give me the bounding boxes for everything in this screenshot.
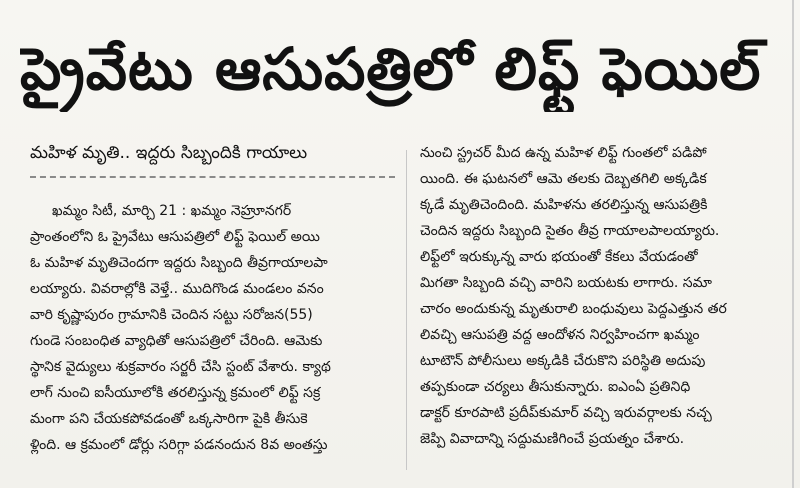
subheading: మహిళ మృతి.. ఇద్దరు సిబ్బందికి గాయాలు <box>30 143 308 163</box>
body-line: మంగా పని చేయకపోవడంతో ఒక్కసారిగా పైకి తీసుకె <box>30 411 308 427</box>
body-line: లిఫ్ట్‌లో ఇరుక్కున్న వారు భయంతో కేకలు వేయడంతో <box>420 249 698 265</box>
body-line: ళ్లింది. ఆ క్రమంలో డోర్లు సరిగ్గా పడనందున 8వ అంతస్తు <box>30 437 328 453</box>
body-line: లివచ్చి ఆసుపత్రి వద్ద ఆందోళన నిర్వహించగా ఖమ్మం <box>420 327 700 343</box>
body-line: నుంచి స్ట్రచర్ మీద ఉన్న మహిళ లిఫ్ట్ గుంతలో పడిపో <box>420 145 707 161</box>
article-left-column <box>30 198 395 458</box>
body-line: ప్రాంతంలోని ఓ ప్రైవేటు ఆసుపత్రిలో లిఫ్ట్ ఫెయిల్ అయి <box>30 229 320 245</box>
body-line: వారి కృష్ణాపురం గ్రామానికి చెందిన సట్టు సరోజన(55) <box>30 307 313 323</box>
body-line: యింది. ఈ ఘటనలో ఆమె తలకు దెబ్బతగిలి అక్కడిక <box>420 171 707 187</box>
clipping-edge <box>792 0 794 488</box>
article-right-column <box>420 140 780 452</box>
body-line: మిగతా సిబ్బంది వచ్చి వారిని బయటకు లాగారు. సమా <box>420 275 712 291</box>
body-line: చెందిన ఇద్దరు సిబ్బంది సైతం తీవ్ర గాయాలపాలయ్యారు. <box>420 223 720 239</box>
body-line: టూటౌన్ పోలీసులు అక్కడికి చేరుకొని పరిస్థితి అదుపు <box>420 353 706 369</box>
body-line: క్కడే మృతిచెందింది. మహిళను తరలిస్తున్న ఆసుపత్రికి <box>420 197 708 213</box>
body-line: లయ్యారు. వివరాల్లోకి వెళ్తే.. ముదిగొండ మండలం వనం <box>30 281 324 297</box>
body-line: డాక్టర్ కూరపాటి ప్రదీప్‌కుమార్ వచ్చి ఇరువర్గాలకు నచ్చ <box>420 405 712 421</box>
body-line: లాగ్ నుంచి ఐసీయూలోకి తరలిస్తున్న క్రమంలో లిఫ్ట్ సక్ర <box>30 385 321 401</box>
body-line: ఖమ్మం సిటీ, మార్చి 21 : ఖమ్మం నెహ్రూనగర్ <box>52 203 292 219</box>
body-line: గుండె సంబంధిత వ్యాధితో ఆసుపత్రిలో చేరింది. ఆమెకు <box>30 333 323 349</box>
body-line: చారం అందుకున్న మృతురాలి బంధువులు పెద్దఎత్తున తర <box>420 301 727 317</box>
headline: ప్రైవేటు ఆసుపత్రిలో లిఫ్ట్ ఫెయిల్ <box>20 35 762 103</box>
body-line: ఓ మహిళ మృతిచెందగా ఇద్దరు సిబ్బంది తీవ్రగాయాలపా <box>30 255 328 271</box>
body-line: తప్పకుండా చర్యలు తీసుకున్నారు. ఐఎంఏ ప్రతినిధి <box>420 379 691 395</box>
column-divider <box>406 150 407 470</box>
subheading-divider <box>30 176 395 178</box>
body-line: స్థానిక వైద్యులు శుక్రవారం సర్జరీ చేసి స్టంట్ వేశారు. క్యాథ <box>30 359 331 375</box>
body-line: జెప్పి వివాదాన్ని సద్దుమణిగించే ప్రయత్నం చేశారు. <box>420 431 685 447</box>
